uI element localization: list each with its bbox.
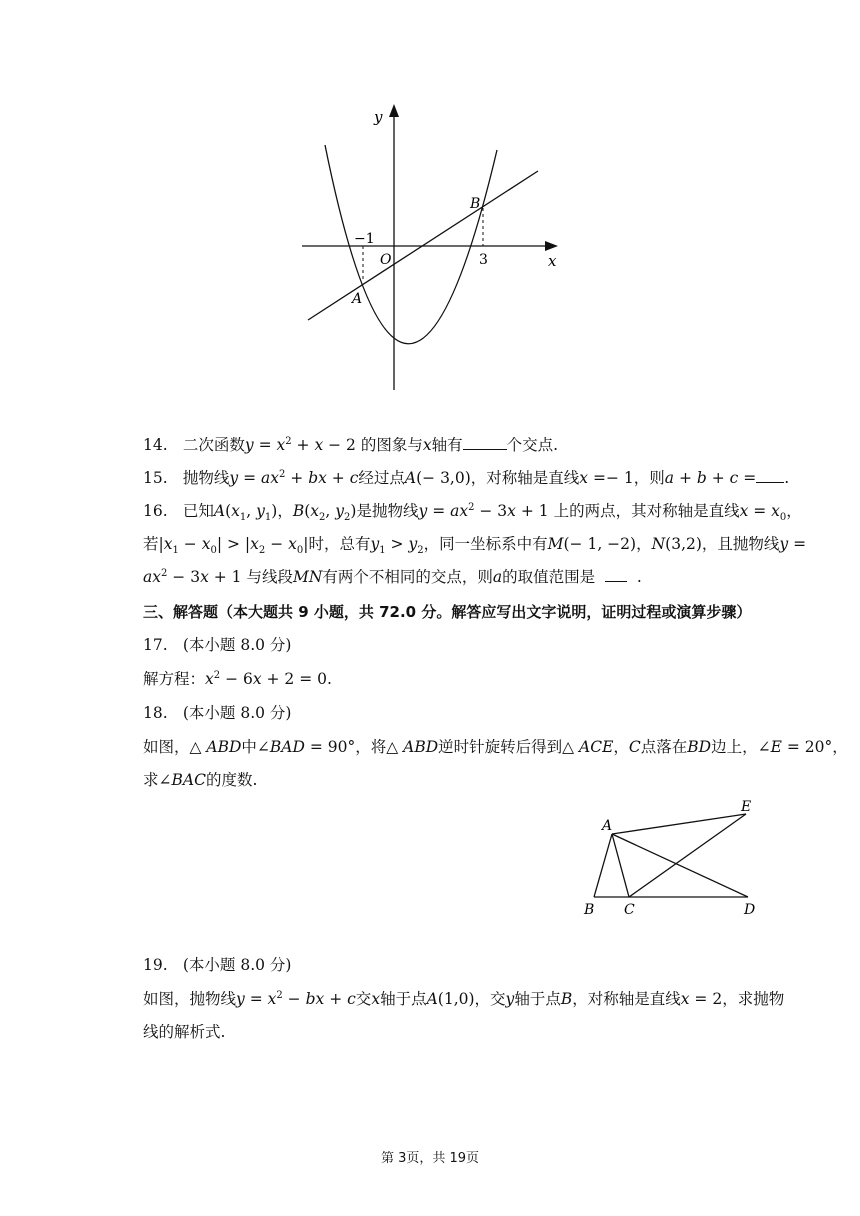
- q18-l2-text: 求: [143, 771, 159, 789]
- q16-l2-text-4: ，: [636, 535, 652, 553]
- segment-ae: [612, 814, 746, 834]
- question-18-header: [143, 702, 291, 724]
- minus-one-label: −1: [354, 231, 375, 247]
- q15-text-1: 抛物线: [182, 469, 230, 487]
- q18-text-4: 逆时针旋转后得到: [438, 738, 563, 756]
- q19-text-3: 轴于点: [380, 990, 427, 1008]
- label-a: A: [602, 818, 613, 834]
- origin-label: O: [380, 252, 392, 268]
- question-19-header: [143, 954, 291, 976]
- q17-text-1: 解方程：: [143, 670, 206, 688]
- question-score: (本小题 8.0 分): [182, 956, 292, 974]
- parabola-line-figure: [290, 100, 570, 395]
- question-19-line-1: 如图，抛物线$y = x^2$ − bx + c交x轴于点A(1,0)，交y轴于点B，对称轴是直线x = 2，求抛物: [143, 989, 785, 1008]
- segment-ab: [594, 834, 612, 897]
- question-15: 15. 抛物线$y = ax^2$ + bx + c经过点A(− 3,0)，对称轴是直线x =− 1，则a + b + c = .: [143, 468, 790, 487]
- question-19-line-2: [143, 1021, 225, 1043]
- q18-text-6: 点落在: [640, 738, 688, 756]
- segment-ce: [629, 814, 746, 897]
- q16-l3-text-4: .: [636, 568, 642, 586]
- q18-text-2: 中: [241, 738, 257, 756]
- q14-text-3: 轴有: [431, 436, 463, 454]
- q16-l2-text-3: ，同一坐标系中有: [423, 535, 548, 553]
- q16-l2-text-2: 时，总有: [308, 535, 371, 553]
- q19-text-7: ，求抛物: [722, 990, 785, 1008]
- question-number: 19.: [143, 956, 168, 974]
- x-axis-label: x: [548, 252, 557, 270]
- question-number: 17.: [143, 636, 168, 654]
- q16-l3-text-1: 与线段: [246, 568, 293, 586]
- segment-ac: [612, 834, 629, 897]
- parabola-curve: [325, 145, 497, 344]
- x-axis-arrow: [545, 241, 558, 251]
- answer-blank[interactable]: [605, 567, 627, 582]
- q18-l2b-text: 的度数.: [205, 771, 258, 789]
- label-c: C: [624, 902, 635, 918]
- q16-text-3: 是抛物线: [356, 502, 419, 520]
- question-number: 18.: [143, 704, 168, 722]
- y-axis-label: y: [374, 108, 383, 126]
- q16-text-1: 已知: [182, 502, 214, 520]
- q16-l2-text-1: 若: [143, 535, 159, 553]
- q16-text-4: 上的两点，其对称轴是直线: [553, 502, 740, 520]
- q15-text-2: 经过点: [358, 469, 405, 487]
- question-score: (本小题 8.0 分): [182, 704, 292, 722]
- q19-text-5: 轴于点: [514, 990, 561, 1008]
- point-a-label: A: [352, 291, 363, 307]
- q19-text-4: ，交: [474, 990, 506, 1008]
- question-17-header: [143, 634, 291, 656]
- q18-text-3: ，将: [355, 738, 387, 756]
- q16-text-2: ，: [277, 502, 293, 520]
- label-b: B: [584, 902, 595, 918]
- q18-text-1: 如图，: [143, 738, 190, 756]
- q18-text-5: ，: [613, 738, 629, 756]
- q16-l3-text-2: 有两个不相同的交点，则: [322, 568, 493, 586]
- question-16-line-3: $ax^2 - 3x + 1$ 与线段MN有两个不相同的交点，则a的取值范围是 .: [143, 567, 642, 586]
- label-d: D: [744, 902, 756, 918]
- q14-text-4: 个交点.: [506, 436, 559, 454]
- question-18-line-2: 求∠BAC的度数.: [143, 771, 258, 789]
- question-14: 14. 二次函数$y = x^2 + x - 2$ 的图象与x轴有 个交点.: [143, 435, 559, 454]
- y-axis-arrow: [389, 104, 399, 117]
- q19-text-2: 交: [355, 990, 372, 1008]
- question-18-line-1: 如图，△ ABD中∠BAD = 90°，将△ ABD逆时针旋转后得到△ ACE，C点落在BD边上，∠E = 20°，: [143, 738, 848, 756]
- q19-text-1: 如图，抛物线: [143, 990, 237, 1008]
- question-number: 14.: [143, 436, 168, 454]
- q15-text-4: ，则: [633, 469, 665, 487]
- three-label: 3: [479, 252, 488, 268]
- page-footer: 第 3页，共 19页: [380, 1151, 480, 1166]
- point-b-label: B: [470, 196, 481, 212]
- q15-text-3: ，对称轴是直线: [470, 469, 580, 487]
- answer-blank[interactable]: [756, 468, 784, 483]
- label-e: E: [741, 799, 752, 815]
- q18-text-8: ，: [832, 738, 848, 756]
- question-number: 15.: [143, 469, 168, 487]
- q16-l2-text-5: ，且抛物线: [701, 535, 780, 553]
- q14-text-1: 二次函数: [182, 436, 245, 454]
- q15-text-5: .: [784, 469, 790, 487]
- q19-text-6: ，对称轴是直线: [572, 990, 681, 1008]
- q19-l2-text: 线的解析式.: [143, 1023, 226, 1041]
- segment-ad: [612, 834, 748, 897]
- section-3-title: 三、解答题（本大题共 9 小题，共 72.0 分。解答应写出文字说明，证明过程或演算步骤）: [143, 603, 752, 621]
- question-number: 16.: [143, 502, 168, 520]
- question-16-line-2: 若$|x_1 - x_0| > |x_2 - x_0|$时，总有$y_1 > y_2$，同一坐标系中有M(− 1, −2)，N(3,2)，且抛物线y =: [143, 535, 807, 557]
- triangle-figure: [578, 796, 778, 921]
- q14-text-2: 的图象与: [360, 436, 423, 454]
- question-16-line-1: 16. 已知$A(x_1$, $y_1$)，$B(x_2$, $y_2$)是抛物线$y = ax^2 - 3x + 1$ 上的两点，其对称轴是直线$x = x_0$，: [143, 501, 802, 524]
- question-score: (本小题 8.0 分): [182, 636, 292, 654]
- question-17-body: 解方程：$x^2 - 6x + 2 = 0$.: [143, 669, 332, 688]
- q16-text-5: ，: [786, 502, 802, 520]
- q18-text-7: 边上，: [711, 738, 758, 756]
- q16-l3-text-3: 的取值范围是: [502, 568, 596, 586]
- answer-blank[interactable]: [463, 435, 507, 450]
